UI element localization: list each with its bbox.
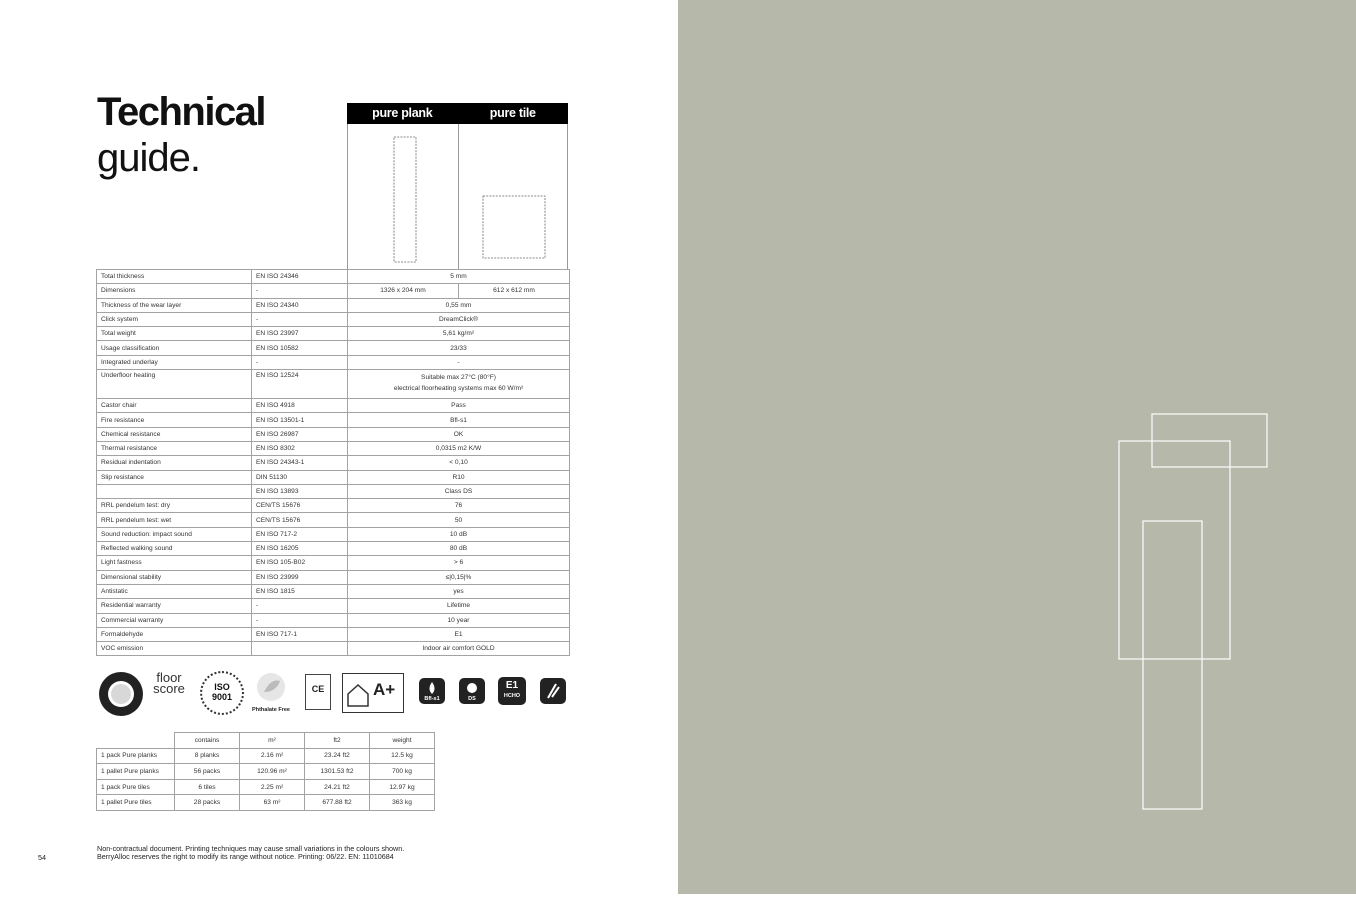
spec-row — [97, 513, 570, 527]
packaging-row — [97, 748, 435, 764]
e1-text: E1 — [505, 680, 519, 691]
packaging-cell: 363 kg — [370, 795, 435, 811]
spec-cell: EN ISO 23997 — [252, 327, 348, 341]
spec-row — [97, 613, 570, 627]
outline-rect-tall — [1143, 521, 1202, 809]
spec-cell: > 6 — [348, 556, 570, 570]
packaging-cell: 1301.53 ft2 — [305, 764, 370, 780]
spec-cell: VOC emission — [97, 642, 252, 656]
product-shapes — [347, 124, 568, 269]
packaging-header: m² — [240, 733, 305, 749]
spec-cell: 80 dB — [348, 542, 570, 556]
spec-cell: Class DS — [348, 484, 570, 498]
spec-value-2: electrical floorheating systems max 60 W/m² — [393, 385, 524, 393]
spec-cell: R10 — [348, 470, 570, 484]
packaging-cell: 12.5 kg — [370, 748, 435, 764]
spec-row — [97, 499, 570, 513]
product-header — [347, 103, 568, 124]
packaging-header-blank — [97, 733, 175, 749]
spec-cell: - — [252, 599, 348, 613]
packaging-header: ft2 — [305, 733, 370, 749]
spec-cell: Usage classification — [97, 341, 252, 355]
page-title-bold: Technical — [97, 90, 266, 134]
spec-cell: 0,0315 m2 K/W — [348, 441, 570, 455]
packaging-cell: 28 packs — [175, 795, 240, 811]
spec-row — [97, 470, 570, 484]
spec-cell: Dimensional stability — [97, 570, 252, 584]
spec-cell: Light fastness — [97, 556, 252, 570]
spec-row — [97, 484, 570, 498]
packaging-cell: 6 tiles — [175, 779, 240, 795]
spec-cell: EN ISO 717-1 — [252, 627, 348, 641]
spec-row — [97, 327, 570, 341]
spec-cell: EN ISO 24346 — [252, 270, 348, 284]
packaging-cell: 120.96 m² — [240, 764, 305, 780]
packaging-header: contains — [175, 733, 240, 749]
phthalate-text: Phthalate Free — [252, 707, 290, 713]
spec-cell: EN ISO 16205 — [252, 542, 348, 556]
spec-cell: 76 — [348, 499, 570, 513]
spec-value: Suitable max 27°C (80°F) — [421, 374, 496, 382]
leaf-icon — [256, 672, 286, 702]
left-page — [0, 0, 678, 894]
e1-hcho-logo — [498, 677, 526, 705]
floorscore-logo — [148, 672, 190, 694]
footer-line-1: Non-contractual document. Printing techniques may cause small variations in the colours shown. — [97, 844, 405, 853]
spec-cell: 0,55 mm — [348, 298, 570, 312]
spec-cell: - — [252, 312, 348, 326]
spec-cell: 1326 x 204 mm — [348, 284, 459, 298]
spec-cell — [348, 370, 570, 399]
decorative-panel — [678, 0, 1356, 894]
spec-cell: Residual indentation — [97, 456, 252, 470]
packaging-table — [96, 732, 435, 811]
spec-cell: Pass — [348, 399, 570, 413]
packaging-cell: 2.25 m² — [240, 779, 305, 795]
spec-cell: 23/33 — [348, 341, 570, 355]
packaging-header: weight — [370, 733, 435, 749]
spec-row — [97, 627, 570, 641]
floorscore-text-2: score — [153, 681, 185, 696]
spec-cell: 50 — [348, 513, 570, 527]
packaging-cell: 1 pallet Pure planks — [97, 764, 175, 780]
spec-row — [97, 298, 570, 312]
emissions-label-logo — [342, 673, 404, 713]
spec-row — [97, 441, 570, 455]
outline-rect-left — [1119, 441, 1230, 659]
spec-cell: Integrated underlay — [97, 355, 252, 369]
packaging-cell: 1 pack Pure tiles — [97, 779, 175, 795]
iso-text: ISO — [214, 682, 230, 692]
spec-cell: DIN 51130 — [252, 470, 348, 484]
plank-shape — [394, 137, 416, 262]
packaging-cell: 56 packs — [175, 764, 240, 780]
spec-cell: yes — [348, 584, 570, 598]
spec-row — [97, 270, 570, 284]
spec-cell: OK — [348, 427, 570, 441]
spec-cell: EN ISO 717-2 — [252, 527, 348, 541]
spec-row — [97, 527, 570, 541]
spec-row — [97, 542, 570, 556]
spec-cell: Bfl-s1 — [348, 413, 570, 427]
packaging-cell: 700 kg — [370, 764, 435, 780]
spec-cell: Total thickness — [97, 270, 252, 284]
packaging-cell: 24.21 ft2 — [305, 779, 370, 795]
spec-cell — [97, 484, 252, 498]
spec-cell: Residential warranty — [97, 599, 252, 613]
spec-row — [97, 399, 570, 413]
spec-row — [97, 570, 570, 584]
emissions-grade: A+ — [373, 680, 396, 699]
spec-cell: Slip resistance — [97, 470, 252, 484]
packaging-row — [97, 779, 435, 795]
spec-row — [97, 341, 570, 355]
spec-cell: Castor chair — [97, 399, 252, 413]
spec-cell: EN ISO 24340 — [252, 298, 348, 312]
antistatic-icon — [539, 677, 567, 705]
spec-cell: Lifetime — [348, 599, 570, 613]
spec-cell: EN ISO 13501-1 — [252, 413, 348, 427]
hcho-text: HCHO — [503, 693, 521, 699]
spec-cell: - — [252, 355, 348, 369]
spec-cell: EN ISO 1815 — [252, 584, 348, 598]
footer-disclaimer — [97, 845, 404, 861]
spec-row — [97, 312, 570, 326]
spec-cell: E1 — [348, 627, 570, 641]
slip-class-text: DS — [468, 696, 476, 702]
certification-logos — [96, 670, 576, 718]
spec-cell: CEN/TS 15676 — [252, 499, 348, 513]
spec-cell: EN ISO 8302 — [252, 441, 348, 455]
spec-cell: EN ISO 105-B02 — [252, 556, 348, 570]
packaging-cell: 1 pack Pure planks — [97, 748, 175, 764]
product-illustrations — [347, 124, 568, 269]
spec-cell: - — [252, 284, 348, 298]
spec-row — [97, 284, 570, 298]
house-icon — [346, 682, 370, 708]
spec-row — [97, 642, 570, 656]
spec-cell: Total weight — [97, 327, 252, 341]
spec-cell: RRL pendelum test: dry — [97, 499, 252, 513]
spec-cell: EN ISO 26987 — [252, 427, 348, 441]
spec-cell: Antistatic — [97, 584, 252, 598]
iso-number: 9001 — [211, 692, 233, 702]
spec-cell: - — [348, 355, 570, 369]
spec-cell: 5 mm — [348, 270, 570, 284]
spec-cell — [252, 642, 348, 656]
footer-line-2: BerryAlloc reserves the right to modify its range without notice. Printing: 06/22. EN: 11010684 — [97, 852, 394, 861]
packaging-row — [97, 795, 435, 811]
packaging-row — [97, 764, 435, 780]
page-title-light: guide. — [97, 136, 200, 180]
spec-cell: 5,61 kg/m² — [348, 327, 570, 341]
spec-cell: Dimensions — [97, 284, 252, 298]
ce-mark-logo: CE — [305, 674, 331, 710]
spec-cell: Thickness of the wear layer — [97, 298, 252, 312]
indoor-air-comfort-gold-logo — [98, 671, 144, 717]
spec-cell: Click system — [97, 312, 252, 326]
spec-row — [97, 370, 570, 399]
tile-shape — [483, 196, 545, 258]
spec-cell: 10 dB — [348, 527, 570, 541]
spec-cell: CEN/TS 15676 — [252, 513, 348, 527]
spec-cell: 10 year — [348, 613, 570, 627]
floorscore-text-1: floor — [156, 670, 182, 685]
outline-shapes — [678, 0, 1356, 894]
spec-cell: Commercial warranty — [97, 613, 252, 627]
packaging-cell: 2.16 m² — [240, 748, 305, 764]
spec-cell: EN ISO 4918 — [252, 399, 348, 413]
spec-cell: 612 x 612 mm — [459, 284, 570, 298]
spec-cell: ≤|0,15|% — [348, 570, 570, 584]
spec-cell: - — [252, 613, 348, 627]
spec-cell: EN ISO 12524 — [252, 370, 348, 399]
packaging-cell: 63 m² — [240, 795, 305, 811]
spec-cell: Chemical resistance — [97, 427, 252, 441]
spec-cell: Indoor air comfort GOLD — [348, 642, 570, 656]
spec-row — [97, 584, 570, 598]
spec-cell: DreamClick® — [348, 312, 570, 326]
specs-table — [96, 269, 570, 656]
spec-row — [97, 556, 570, 570]
packaging-cell: 23.24 ft2 — [305, 748, 370, 764]
product-plank-label: pure plank — [372, 106, 433, 120]
spec-row — [97, 599, 570, 613]
spec-row — [97, 427, 570, 441]
spec-row — [97, 413, 570, 427]
spec-cell: Fire resistance — [97, 413, 252, 427]
iso-9001-logo — [200, 671, 244, 715]
fire-class-text: Bfl-s1 — [424, 696, 440, 702]
spec-cell: Underfloor heating — [97, 370, 252, 399]
spec-cell: RRL pendelum test: wet — [97, 513, 252, 527]
spec-cell: EN ISO 23999 — [252, 570, 348, 584]
packaging-header-row — [97, 733, 435, 749]
product-tile-label: pure tile — [489, 106, 536, 120]
packaging-cell: 12.97 kg — [370, 779, 435, 795]
spec-cell: Thermal resistance — [97, 441, 252, 455]
spec-row — [97, 456, 570, 470]
packaging-cell: 1 pallet Pure tiles — [97, 795, 175, 811]
spec-cell: Sound reduction: impact sound — [97, 527, 252, 541]
packaging-cell: 677.88 ft2 — [305, 795, 370, 811]
spec-row — [97, 355, 570, 369]
spec-cell: EN ISO 24343-1 — [252, 456, 348, 470]
spec-cell: Formaldehyde — [97, 627, 252, 641]
spec-cell: < 0,10 — [348, 456, 570, 470]
phthalate-free-logo — [248, 672, 294, 713]
page-number: 54 — [38, 853, 46, 862]
spec-cell: Reflected walking sound — [97, 542, 252, 556]
packaging-cell: 8 planks — [175, 748, 240, 764]
spec-cell: EN ISO 13893 — [252, 484, 348, 498]
spec-cell: EN ISO 10582 — [252, 341, 348, 355]
